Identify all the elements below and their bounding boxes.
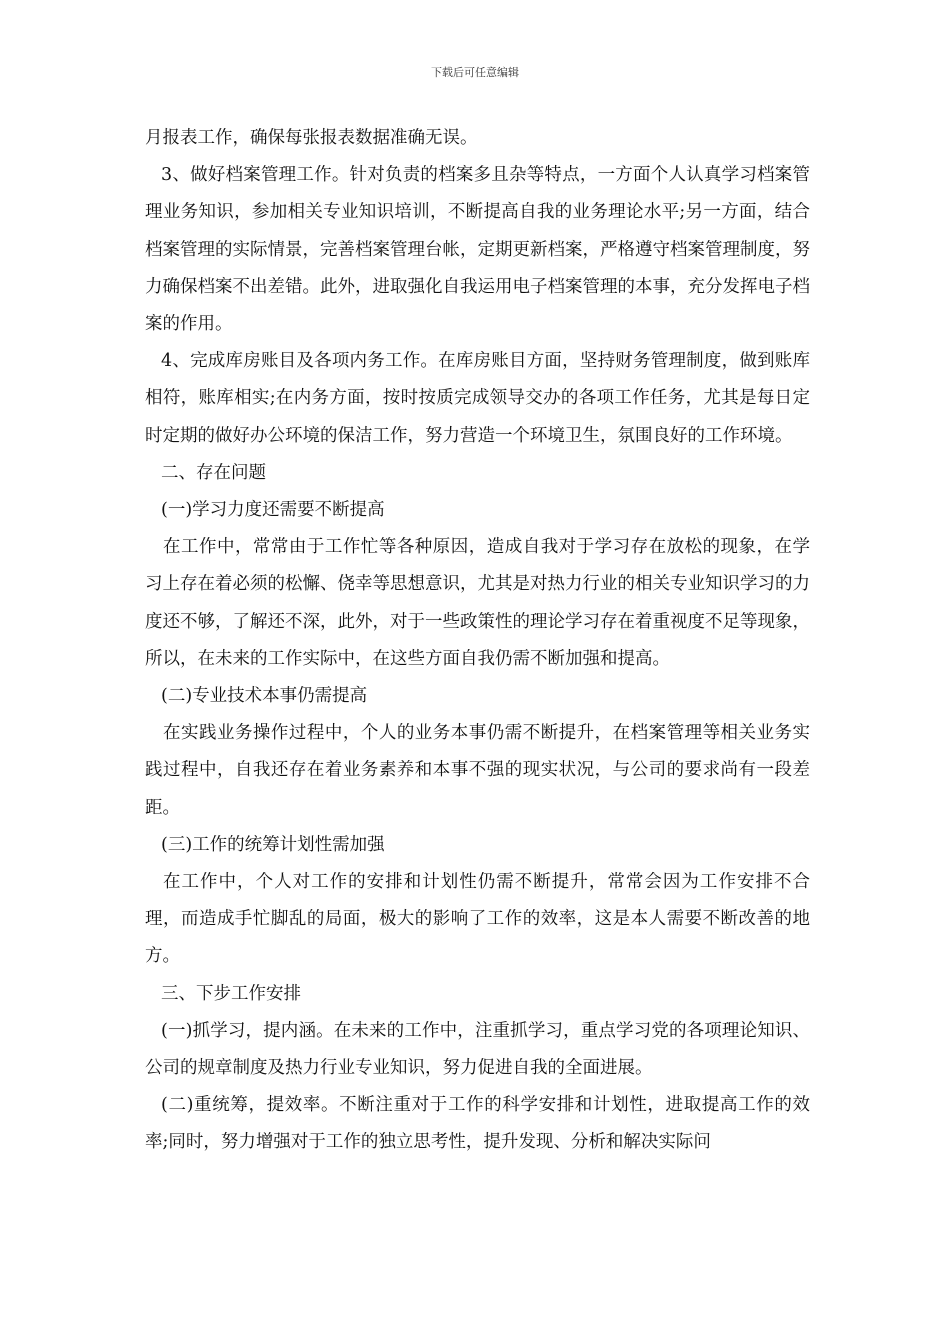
paragraph-work-planning: 在工作中，个人对工作的安排和计划性仍需不断提升，常常会因为工作安排不合理，而造成手忙脚乱的局面，极大的影响了工作的效率，这是本人需要不断改善的地方。 xyxy=(145,872,810,967)
paragraph-study-effort: 在工作中，常常由于工作忙等各种原因，造成自我对于学习存在放松的现象，在学习上存在着必须的松懈、侥幸等思想意识，尤其是对热力行业的相关专业知识学习的力度还不够，了解还不深，此外，对于一些政策性的理论学习存在着重视度不足等现象，所以，在未来的工作实际中，在这些方面自我仍需不断加强和提高。 xyxy=(145,537,810,669)
subheading-study-effort: (一)学习力度还需要不断提高 xyxy=(161,500,385,521)
document-body xyxy=(145,120,810,1162)
paragraph-archive-management: 3、做好档案管理工作。针对负责的档案多且杂等特点，一方面个人认真学习档案管理业务知识，参加相关专业知识培训，不断提高自我的业务理论水平;另一方面，结合档案管理的实际情景，完善档案管理台帐，定期更新档案，严格遵守档案管理制度，努力确保档案不出差错。此外，进取强化自我运用电子档案管理的本事，充分发挥电子档案的作用。 xyxy=(145,165,810,335)
paragraph-next-study: (一)抓学习，提内涵。在未来的工作中，注重抓学习，重点学习党的各项理论知识、公司的规章制度及热力行业专业知识，努力促进自我的全面进展。 xyxy=(145,1020,810,1079)
section-heading-problems: 二、存在问题 xyxy=(161,462,266,483)
page-header: 下载后可任意编辑 xyxy=(431,66,519,79)
subheading-professional-skills: (二)专业技术本事仍需提高 xyxy=(161,686,368,707)
paragraph-next-efficiency: (二)重统筹，提效率。不断注重对于工作的科学安排和计划性，进取提高工作的效率;同时，努力增强对于工作的独立思考性，提升发现、分析和解决实际问 xyxy=(145,1095,810,1153)
subheading-work-planning: (三)工作的统筹计划性需加强 xyxy=(161,834,385,855)
paragraph-professional-skills: 在实践业务操作过程中，个人的业务本事仍需不断提升，在档案管理等相关业务实践过程中，自我还存在着业务素养和本事不强的现实状况，与公司的要求尚有一段差距。 xyxy=(145,723,810,818)
paragraph-report-end: 月报表工作，确保每张报表数据准确无误。 xyxy=(145,128,478,148)
paragraph-warehouse-accounts: 4、完成库房账目及各项内务工作。在库房账目方面，坚持财务管理制度，做到账库相符，账库相实;在内务方面，按时按质完成领导交办的各项工作任务，尤其是每日定时定期的做好办公环境的保洁工作，努力营造一个环境卫生，氛围良好的工作环境。 xyxy=(145,351,810,446)
section-heading-next-steps: 三、下步工作安排 xyxy=(161,983,301,1004)
